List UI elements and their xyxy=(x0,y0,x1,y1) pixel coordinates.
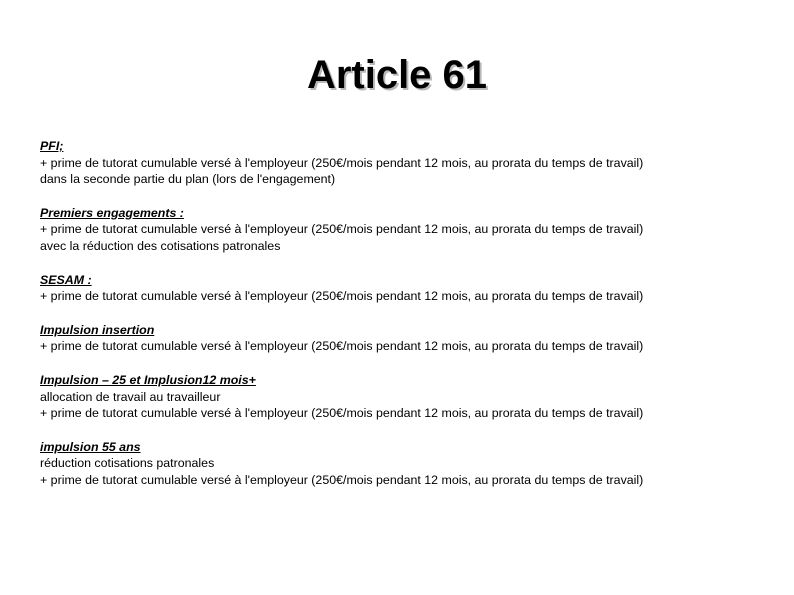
section-impulsion-55-ans xyxy=(40,439,780,489)
section-line: + prime de tutorat cumulable versé à l'employeur (250€/mois pendant 12 mois, au prorata du temps de travail) xyxy=(40,472,644,487)
section-line: dans la seconde partie du plan (lors de l'engagement) xyxy=(40,172,336,187)
section-heading: Impulsion – 25 et Implusion12 mois+ xyxy=(40,372,256,387)
section-line: + prime de tutorat cumulable versé à l'employeur (250€/mois pendant 12 mois, au prorata du temps de travail) xyxy=(40,406,644,421)
section-heading: Impulsion insertion xyxy=(40,322,155,337)
section-sesam xyxy=(40,272,780,305)
section-line: avec la réduction des cotisations patronales xyxy=(40,238,281,253)
section-heading: SESAM : xyxy=(40,272,92,287)
section-line: + prime de tutorat cumulable versé à l'employeur (250€/mois pendant 12 mois, au prorata du temps de travail) xyxy=(40,222,644,237)
section-heading: PFI; xyxy=(40,139,64,153)
slide-content xyxy=(40,138,780,506)
section-heading: impulsion 55 ans xyxy=(40,439,141,454)
section-line: allocation de travail au travailleur xyxy=(40,389,221,404)
section-impulsion-insertion xyxy=(40,322,780,355)
section-line: réduction cotisations patronales xyxy=(40,456,215,471)
section-pfi xyxy=(40,138,780,188)
slide-title: Article 61 xyxy=(306,53,488,97)
section-line: + prime de tutorat cumulable versé à l'employeur (250€/mois pendant 12 mois, au prorata du temps de travail) xyxy=(40,155,644,170)
section-line: + prime de tutorat cumulable versé à l'employeur (250€/mois pendant 12 mois, au prorata du temps de travail) xyxy=(40,289,644,304)
section-impulsion-25 xyxy=(40,372,780,422)
section-line: + prime de tutorat cumulable versé à l'employeur (250€/mois pendant 12 mois, au prorata du temps de travail) xyxy=(40,339,644,354)
section-heading: Premiers engagements : xyxy=(40,205,184,220)
section-premiers-engagements xyxy=(40,205,780,255)
